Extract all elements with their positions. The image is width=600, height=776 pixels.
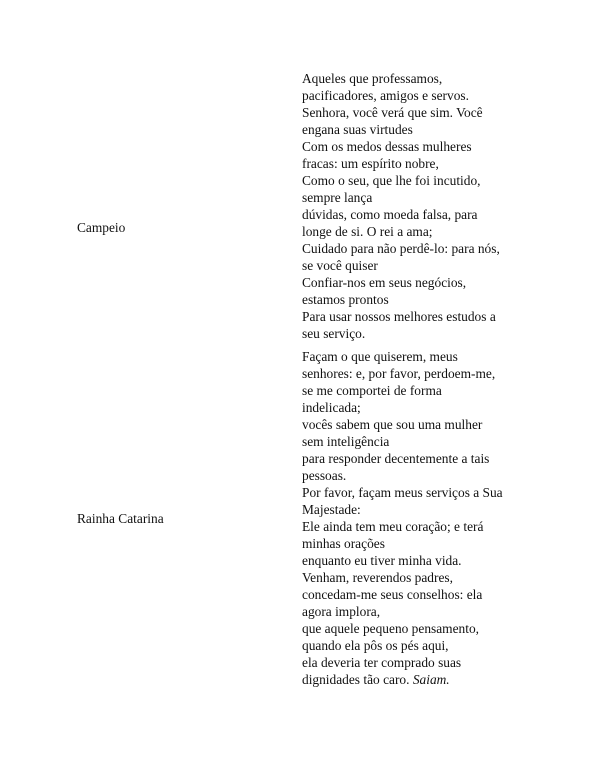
speech-line: vocês sabem que sou uma mulher <box>302 417 483 432</box>
speech-line: Senhora, você verá que sim. Você <box>302 105 483 120</box>
speech-line: senhores: e, por favor, perdoem-me, <box>302 366 496 381</box>
speech-line: concedam-me seus conselhos: ela <box>302 587 483 602</box>
speech-line: pessoas. <box>302 468 347 483</box>
speech-rainha-catarina <box>302 348 532 688</box>
speech-line: Façam o que quiserem, meus <box>302 349 458 364</box>
speech-line: Majestade: <box>302 502 361 517</box>
speech-line: Como o seu, que lhe foi incutido, <box>302 173 481 188</box>
speech-line: longe de si. O rei a ama; <box>302 224 433 239</box>
speech-line: dúvidas, como moeda falsa, para <box>302 207 478 222</box>
speaker-name-campeio: Campeio <box>77 220 126 235</box>
speech-line: Ele ainda tem meu coração; e terá <box>302 519 484 534</box>
speech-line: enquanto eu tiver minha vida. <box>302 553 462 568</box>
speaker-name-rainha-catarina: Rainha Catarina <box>77 511 164 526</box>
speech-line: que aquele pequeno pensamento, <box>302 621 479 636</box>
speech-line-text: dignidades tão caro. <box>302 672 410 687</box>
speech-line: Para usar nossos melhores estudos a <box>302 309 496 324</box>
speech-line: agora implora, <box>302 604 381 619</box>
speech-line: Cuidado para não perdê-lo: para nós, <box>302 241 500 256</box>
speech-line: para responder decentemente a tais <box>302 451 490 466</box>
speech-line: sempre lança <box>302 190 373 205</box>
speech-line: seu serviço. <box>302 326 366 341</box>
speech-line: fracas: um espírito nobre, <box>302 156 439 171</box>
speech-line: pacificadores, amigos e servos. <box>302 88 469 103</box>
speech-campeio <box>302 70 532 342</box>
speech-line: indelicada; <box>302 400 361 415</box>
speech-line: Por favor, façam meus serviços a Sua <box>302 485 503 500</box>
stage-direction: Saiam. <box>412 672 450 687</box>
speech-line: Venham, reverendos padres, <box>302 570 453 585</box>
speech-line: ela deveria ter comprado suas <box>302 655 462 670</box>
speech-line: sem inteligência <box>302 434 390 449</box>
speech-line: estamos prontos <box>302 292 389 307</box>
speech-line: se você quiser <box>302 258 378 273</box>
speech-line-with-stage-direction <box>302 671 532 688</box>
speech-line: minhas orações <box>302 536 385 551</box>
speech-line: se me comportei de forma <box>302 383 442 398</box>
speech-line: Aqueles que professamos, <box>302 71 443 86</box>
speech-line: engana suas virtudes <box>302 122 413 137</box>
speech-line: quando ela pôs os pés aqui, <box>302 638 449 653</box>
speech-line: Confiar-nos em seus negócios, <box>302 275 467 290</box>
speech-line: Com os medos dessas mulheres <box>302 139 472 154</box>
